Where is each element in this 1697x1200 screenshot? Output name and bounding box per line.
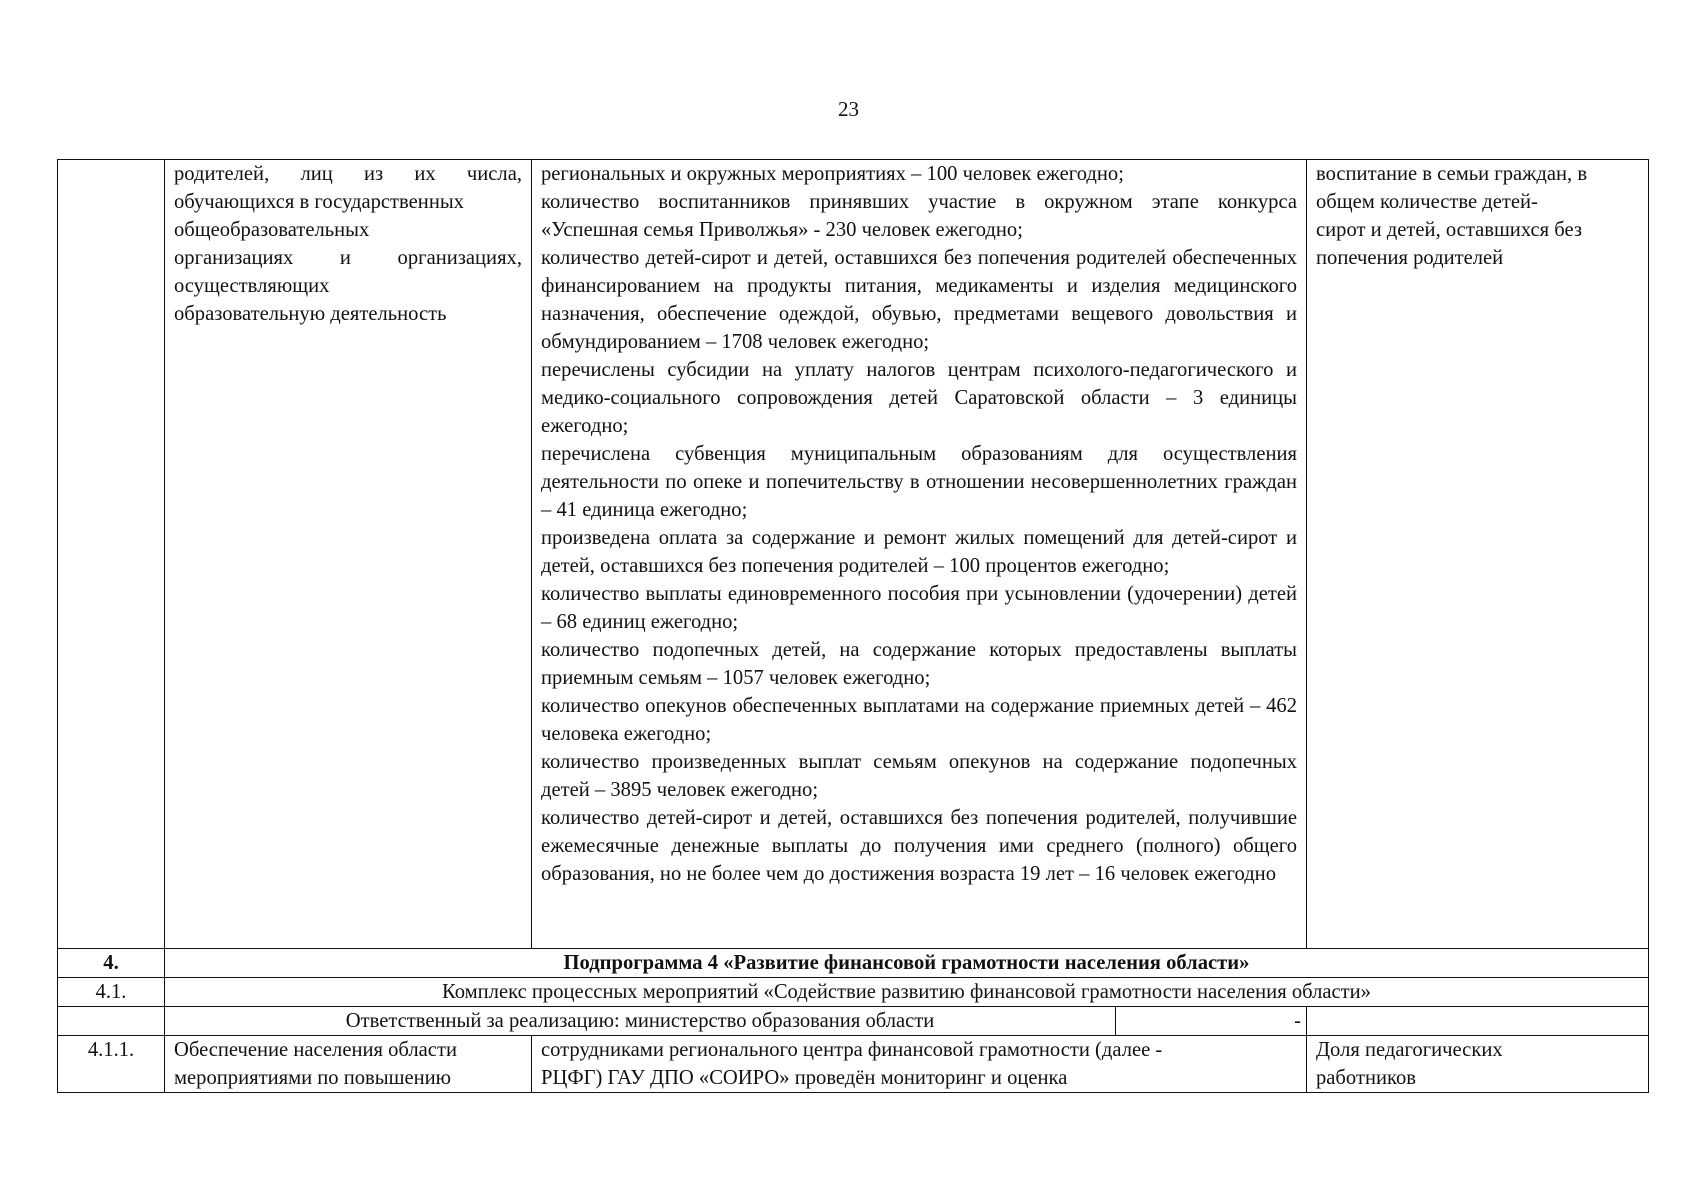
result-item: количество опекунов обеспеченных выплатами на содержание приемных детей – 462 человека ежегодно; xyxy=(541,695,1297,745)
responsible-empty-cell xyxy=(58,1007,165,1036)
result-item: количество воспитанников принявших участие в окружном этапе конкурса «Успешная семья Приволжья» - 230 человек ежегодно; xyxy=(541,191,1297,241)
result-item: перечислена субвенция муниципальным образованиям для осуществления деятельности по опеке и попечительству в отношении несовершеннолетних граждан – 41 единица ежегодно; xyxy=(541,443,1297,521)
subprogram-title: Подпрограмма 4 «Развитие финансовой грамотности населения области» xyxy=(165,949,1649,978)
indicator-cell xyxy=(1307,1036,1649,1093)
task-name-text: Обеспечение населения области мероприятиями по повышению xyxy=(174,1039,457,1089)
result-item: количество выплаты единовременного пособия при усыновлении (удочерении) детей – 68 единиц ежегодно; xyxy=(541,583,1297,633)
table-row xyxy=(58,160,1649,949)
subprogram-row xyxy=(58,949,1649,978)
program-table xyxy=(57,159,1649,1093)
result-item: количество детей-сирот и детей, оставшихся без попечения родителей обеспеченных финансированием на продукты питания, медикаменты и изделия медицинского назначения, обеспечение одеждой, обувью, предметами вещевого довольствия и обмундированием – 1708 человек ежегодно; xyxy=(541,247,1297,353)
indicator-text: воспитание в семьи граждан, в общем количестве детей- сирот и детей, оставшихся без попечения родителей xyxy=(1316,163,1588,269)
result-item: количество произведенных выплат семьям опекунов на содержание подопечных детей – 3895 человек ежегодно; xyxy=(541,751,1297,801)
result-item: региональных и окружных мероприятиях – 100 человек ежегодно; xyxy=(541,163,1124,185)
task-name-cell xyxy=(165,1036,532,1093)
responsible-text: Ответственный за реализацию: министерство образования области xyxy=(165,1007,1116,1035)
task-number: 4.1.1. xyxy=(58,1036,165,1093)
task-name-cell xyxy=(165,160,532,949)
page-number: 23 xyxy=(838,97,859,121)
table-row xyxy=(58,1036,1649,1093)
complex-number: 4.1. xyxy=(58,978,165,1007)
result-item: количество подопечных детей, на содержание которых предоставлены выплаты приемным семьям – 1057 человек ежегодно; xyxy=(541,639,1297,689)
result-item: перечислены субсидии на уплату налогов центрам психолого-педагогического и медико-социального сопровождения детей Саратовской области – 3 единицы ежегодно; xyxy=(541,359,1297,437)
results-cell xyxy=(532,160,1307,949)
task-name-text: родителей, лиц из их числа, обучающихся в государственных общеобразовательных организациях и организациях, осуществляющих образовательную деятельность xyxy=(174,163,522,325)
responsible-value: - xyxy=(1127,1007,1469,1036)
complex-title: Комплекс процессных мероприятий «Содействие развитию финансовой грамотности населения области» xyxy=(165,978,1649,1007)
result-item: количество детей-сирот и детей, оставшихся без попечения родителей, получившие ежемесячные денежные выплаты до получения ими среднего (полного) общего образования, но не более чем до достижения возраста 19 лет – 16 человек ежегодно xyxy=(541,807,1297,885)
indicator-text: Доля педагогических работников xyxy=(1316,1039,1503,1089)
indicator-cell xyxy=(1307,160,1649,949)
result-item: произведена оплата за содержание и ремонт жилых помещений для детей-сирот и детей, оставшихся без попечения родителей – 100 процентов ежегодно; xyxy=(541,527,1297,577)
row-number-cell xyxy=(58,160,165,949)
result-item: сотрудниками регионального центра финансовой грамотности (далее - РЦФГ) ГАУ ДПО «СОИРО» проведён мониторинг и оценка xyxy=(541,1039,1163,1089)
responsible-row xyxy=(58,1007,1649,1036)
complex-row xyxy=(58,978,1649,1007)
subprogram-number: 4. xyxy=(58,949,165,978)
results-cell xyxy=(532,1036,1307,1093)
